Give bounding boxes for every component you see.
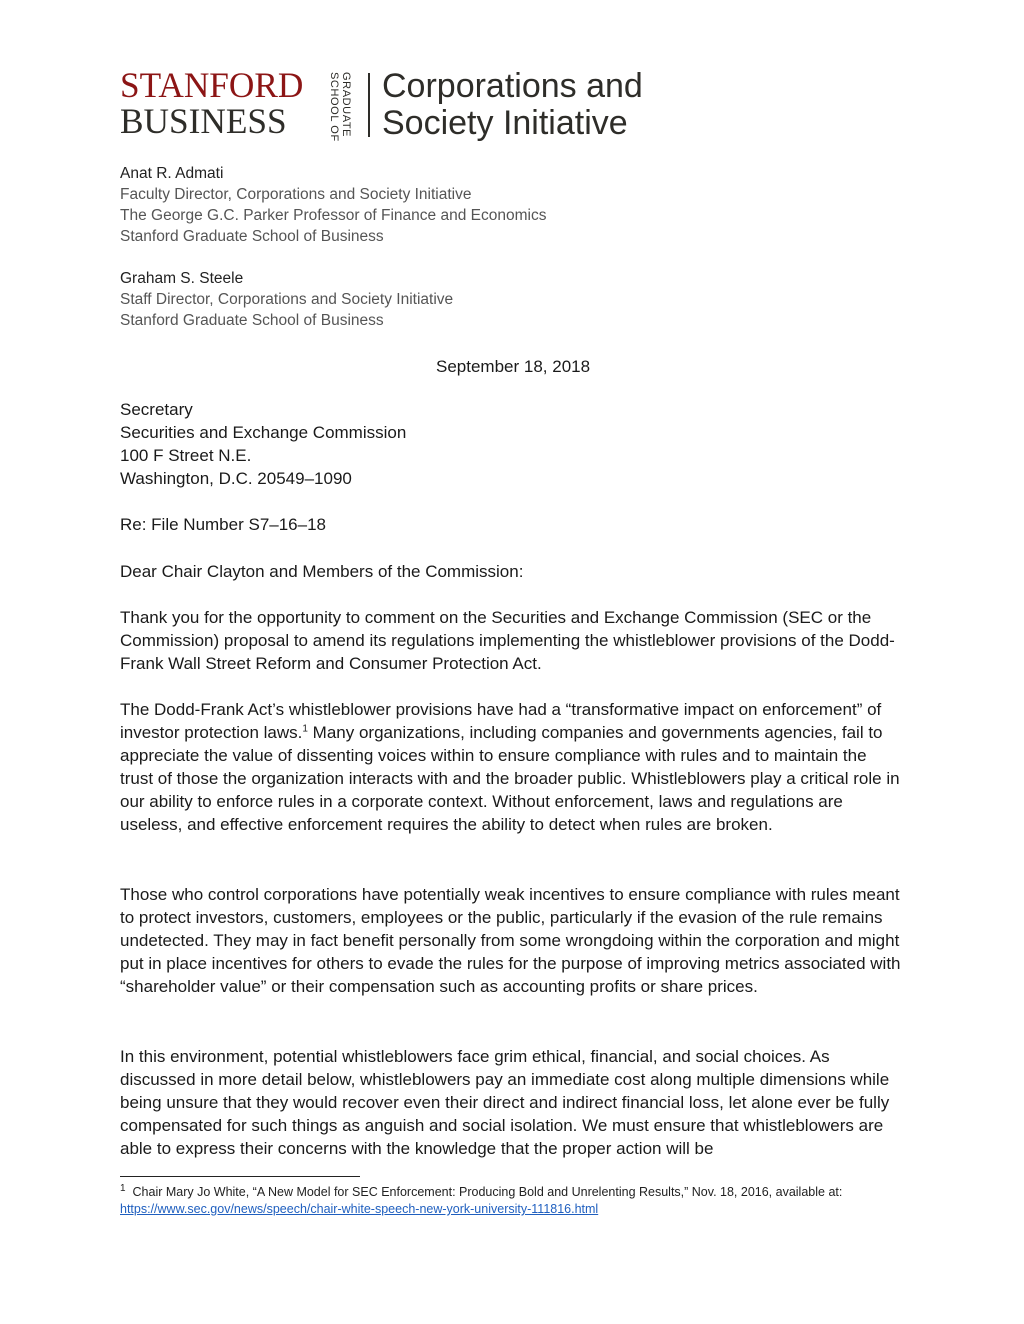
- recipient-address: [120, 398, 904, 490]
- author-title-line: Faculty Director, Corporations and Society Initiative: [120, 186, 472, 203]
- footnote-separator: [120, 1176, 360, 1177]
- author-title-line: Stanford Graduate School of Business: [120, 312, 384, 329]
- paragraph-4: In this environment, potential whistleblowers face grim ethical, financial, and social choices. As discussed in more detail below, whistleblowers pay an immediate cost along multiple dimensions while being unsure that they would recover even their direct and indirect financial loss, let alone ever be fully compensated for such things as anguish and social isolation. We must ensure that whistleblowers are able to express their concerns with the knowledge that the proper action will be: [120, 1047, 890, 1158]
- author-block-2: [120, 268, 453, 331]
- footnote-text: Chair Mary Jo White, “A New Model for SEC Enforcement: Producing Bold and Unrelenting Results,” Nov. 18, 2016, available at:: [132, 1185, 843, 1199]
- initiative-name: [382, 68, 643, 142]
- paragraph-2-text-a: The Dodd-Frank Act’s whistleblower provisions have had a “transformative impact on enforcement” of investor protection laws.: [120, 700, 882, 742]
- paragraph-2: [120, 698, 904, 836]
- recipient-line: Washington, D.C. 20549–1090: [120, 469, 352, 488]
- author-title-line: Staff Director, Corporations and Society Initiative: [120, 291, 454, 308]
- logo-vertical-graduate: GRADUATE: [340, 72, 352, 138]
- recipient-line: Securities and Exchange Commission: [120, 423, 407, 442]
- initiative-line-1: Corporations and: [382, 67, 643, 105]
- footnote-link[interactable]: https://www.sec.gov/news/speech/chair-white-speech-new-york-university-111816.html: [120, 1202, 599, 1216]
- logo-business: BUSINESS: [120, 101, 287, 141]
- recipient-line: 100 F Street N.E.: [120, 446, 252, 465]
- letter-date: September 18, 2018: [436, 357, 591, 376]
- re-line: Re: File Number S7–16–18: [120, 515, 327, 534]
- author-title-line: The George G.C. Parker Professor of Finance and Economics: [120, 207, 547, 224]
- initiative-line-2: Society Initiative: [382, 104, 628, 142]
- author-name: Graham S. Steele: [120, 270, 244, 287]
- footnote-ref: 1: [302, 723, 308, 735]
- recipient-line: Secretary: [120, 400, 193, 419]
- footnote-number: 1: [120, 1182, 126, 1194]
- logo-stanford: STANFORD: [120, 65, 304, 105]
- author-name: Anat R. Admati: [120, 165, 224, 182]
- logo-divider: [368, 73, 370, 137]
- author-block-1: [120, 163, 546, 247]
- paragraph-3: Those who control corporations have potentially weak incentives to ensure compliance with rules meant to protect investors, customers, employees or the public, particularly if the evasion of the rule remains undetected. They may in fact benefit personally from some wrongdoing within the corporation and might put in place incentives for others to evade the rules for the purpose of improving metrics associated with “shareholder value” or their compensation such as accounting profits or share prices.: [120, 885, 901, 996]
- paragraph-2-text-b: Many organizations, including companies and governments agencies, fail to appreciate the value of dissenting voices within to ensure compliance with rules and to maintain the trust of those the organization interacts with and the broader public. Whistleblowers play a critical role in our ability to enforce rules in a corporate context. Without enforcement, laws and regulations are useless, and effective enforcement requires the ability to detect when rules are broken.: [120, 723, 900, 834]
- salutation: Dear Chair Clayton and Members of the Commission:: [120, 562, 524, 581]
- author-title-line: Stanford Graduate School of Business: [120, 228, 384, 245]
- logo-vertical-school-of: SCHOOL OF: [328, 72, 340, 142]
- footnote: [120, 1184, 910, 1218]
- paragraph-1: Thank you for the opportunity to comment on the Securities and Exchange Commission (SEC or the Commission) proposal to amend its regulations implementing the whistleblower provisions of the Dodd-Frank Wall Street Reform and Consumer Protection Act.: [120, 608, 895, 673]
